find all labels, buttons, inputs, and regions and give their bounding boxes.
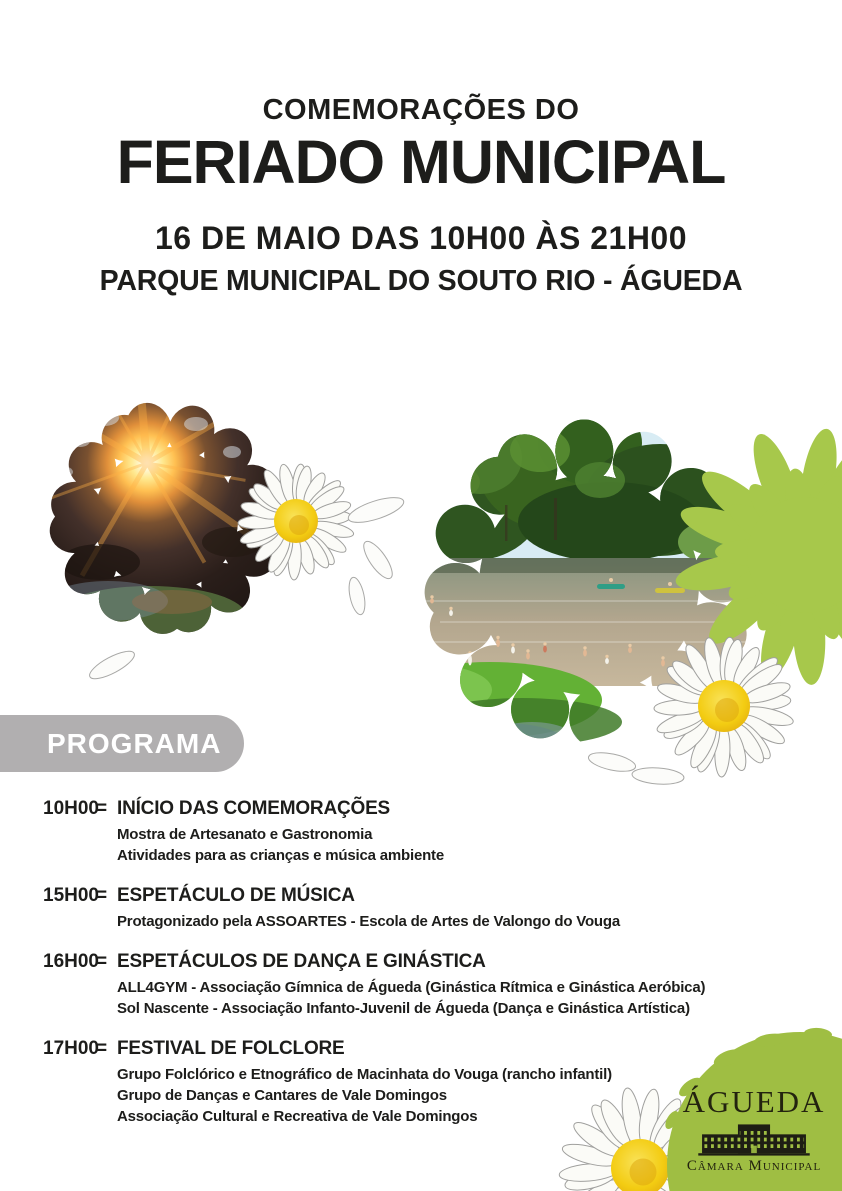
program-item-equals: = bbox=[95, 951, 108, 972]
program-item-title: ESPETÁCULO DE MÚSICA bbox=[117, 885, 355, 906]
program-item-detail: ALL4GYM - Associação Gímnica de Águeda (Ginástica Rítmica e Ginástica Aeróbica) bbox=[117, 979, 706, 996]
logo-subtitle: Câmara Municipal bbox=[686, 1158, 822, 1174]
program-item-detail: Atividades para as crianças e música ambiente bbox=[117, 847, 444, 864]
program-item-content bbox=[117, 1037, 612, 1127]
program-item bbox=[43, 950, 825, 1019]
program-item-content bbox=[117, 884, 620, 932]
program-item-detail: Mostra de Artesanato e Gastronomia bbox=[117, 826, 373, 843]
program-item-detail: Sol Nascente - Associação Infanto-Juvenil de Águeda (Dança e Ginástica Artística) bbox=[117, 1000, 690, 1017]
program-item-detail: Associação Cultural e Recreativa de Vale Domingos bbox=[117, 1108, 478, 1125]
program-item-equals: = bbox=[95, 885, 108, 906]
date-line: 16 DE MAIO DAS 10H00 ÀS 21H00 bbox=[154, 220, 688, 257]
program-item-details bbox=[117, 824, 444, 866]
program-item-equals: = bbox=[95, 798, 108, 819]
poster-header bbox=[0, 94, 842, 298]
program-item-details bbox=[117, 1064, 612, 1127]
program-item bbox=[43, 884, 825, 932]
program-item-time: 16H00 bbox=[43, 951, 99, 972]
program-item-content bbox=[117, 950, 705, 1019]
kicker: COMEMORAÇÕES DO bbox=[262, 94, 580, 126]
program-item-detail: Grupo Folclórico e Etnográfico de Macinhata do Vouga (rancho infantil) bbox=[117, 1066, 612, 1083]
logo-city-name: ÁGUEDA bbox=[682, 1084, 826, 1119]
poster-title: FERIADO MUNICIPAL bbox=[116, 128, 726, 196]
municipal-building-icon bbox=[693, 1123, 815, 1157]
program-badge-label: PROGRAMA bbox=[47, 727, 222, 759]
program-item-title: ESPETÁCULOS DE DANÇA E GINÁSTICA bbox=[117, 951, 486, 972]
program-badge bbox=[0, 715, 244, 772]
program-item-detail: Grupo de Danças e Cantares de Vale Domingos bbox=[117, 1087, 447, 1104]
program-item-content bbox=[117, 797, 444, 866]
municipal-logo bbox=[658, 1084, 842, 1175]
program-item-time: 10H00 bbox=[43, 798, 99, 819]
program-item-equals: = bbox=[95, 1038, 108, 1059]
program-item-title: FESTIVAL DE FOLCLORE bbox=[117, 1038, 345, 1059]
program-item-details bbox=[117, 911, 620, 932]
program-item-time: 17H00 bbox=[43, 1038, 99, 1059]
program-item bbox=[43, 797, 825, 866]
program-item-details bbox=[117, 977, 705, 1019]
program-item-detail: Protagonizado pela ASSOARTES - Escola de Artes de Valongo do Vouga bbox=[117, 913, 620, 930]
location-line: PARQUE MUNICIPAL DO SOUTO RIO - ÁGUEDA bbox=[99, 265, 743, 298]
program-item-time: 15H00 bbox=[43, 885, 99, 906]
program-item-title: INÍCIO DAS COMEMORAÇÕES bbox=[117, 798, 391, 819]
